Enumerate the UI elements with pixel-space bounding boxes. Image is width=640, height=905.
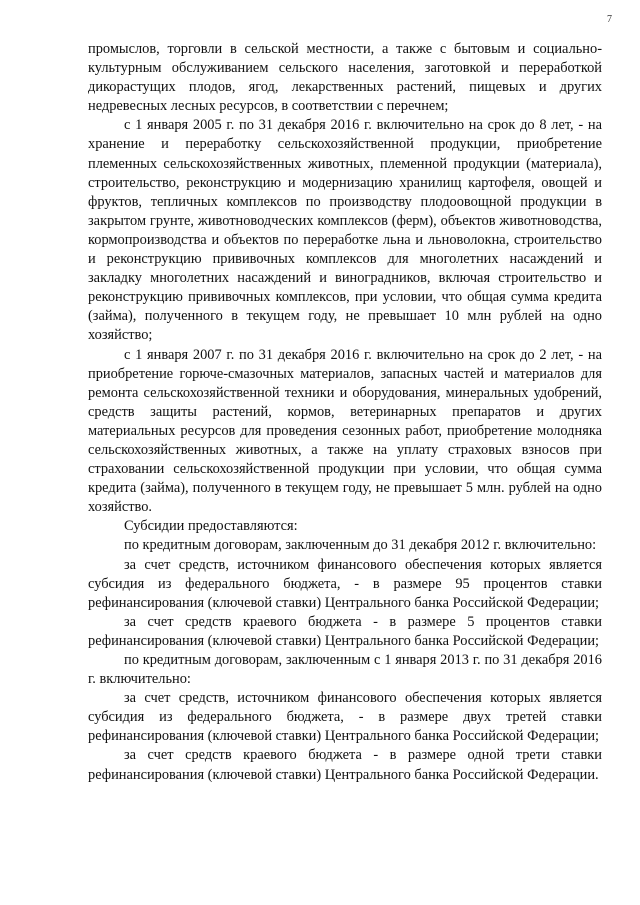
paragraph-federal-two-thirds: за счет средств, источником финансового обеспечения которых является субсидия из федерального бюджета, - в размере двух третей ставки рефинансирования (ключевой ставки) Центрального банка Российской Федерации; <box>88 690 602 745</box>
paragraph-subsidies-intro: Субсидии предоставляются: <box>124 518 298 535</box>
paragraph-contracts-2013-2016: по кредитным договорам, заключенным с 1 января 2013 г. по 31 декабря 2016 г. включительно: <box>88 652 602 688</box>
paragraph-regional-5-percent: за счет средств краевого бюджета - в размере 5 процентов ставки рефинансирования (ключевой ставки) Центрального банка Российской Федерации; <box>88 613 602 649</box>
paragraph-regional-one-third: за счет средств краевого бюджета - в размере одной трети ставки рефинансирования (ключевой ставки) Центрального банка Российской Федерации. <box>88 747 602 783</box>
paragraph-storage-processing-loans: с 1 января 2005 г. по 31 декабря 2016 г. включительно на срок до 8 лет, - на хранение и переработку сельскохозяйственной продукции, приобретение племенных сельскохозяйственных животных, племенной продукции (материала), строительство, реконструкцию и модернизацию хранилищ картофеля, овощей и фруктов, тепличных комплексов по производству плодоовощной продукции в закрытом грунте, животноводческих комплексов (ферм), объектов животноводства, кормопроизводства и объектов по переработке льна и льноволокна, строительство и реконструкцию прививочных комплексов для многолетних насаждений и закладку многолетних насаждений и виноградников, включая строительство и реконструкцию прививочных комплексов, при условии, что общая сумма кредита (займа), полученного в текущем году, не превышает 10 млн рублей на одно хозяйство; <box>88 117 602 344</box>
paragraph-federal-95-percent: за счет средств, источником финансового обеспечения которых является субсидия из федерального бюджета, - в размере 95 процентов ставки рефинансирования (ключевой ставки) Центрального банка Российской Федерации; <box>88 556 602 611</box>
paragraph-contracts-until-2012: по кредитным договорам, заключенным до 31 декабря 2012 г. включительно: <box>124 537 597 554</box>
paragraph-seasonal-works-loans: с 1 января 2007 г. по 31 декабря 2016 г. включительно на срок до 2 лет, - на приобретение горюче-смазочных материалов, запасных частей и материалов для ремонта сельскохозяйственной техники и оборудования, минеральных удобрений, средств защиты растений, кормов, ветеринарных препаратов и других материальных ресурсов для проведения сезонных работ, приобретение молодняка сельскохозяйственных животных, а также на уплату страховых взносов при страховании сельскохозяйственной продукции при условии, что общая сумма кредита (займа), полученного в текущем году, не превышает 5 млн. рублей на одно хозяйство. <box>88 346 602 516</box>
page-number: 7 <box>607 14 612 25</box>
paragraph-continuation: промыслов, торговли в сельской местности, а также с бытовым и социально-культурным обслуживанием сельского населения, заготовкой и переработкой дикорастущих плодов, ягод, лекарственных растений, пищевых и других недревесных лесных ресурсов, в соответствии с перечнем; <box>88 41 602 115</box>
document-body <box>88 40 602 785</box>
